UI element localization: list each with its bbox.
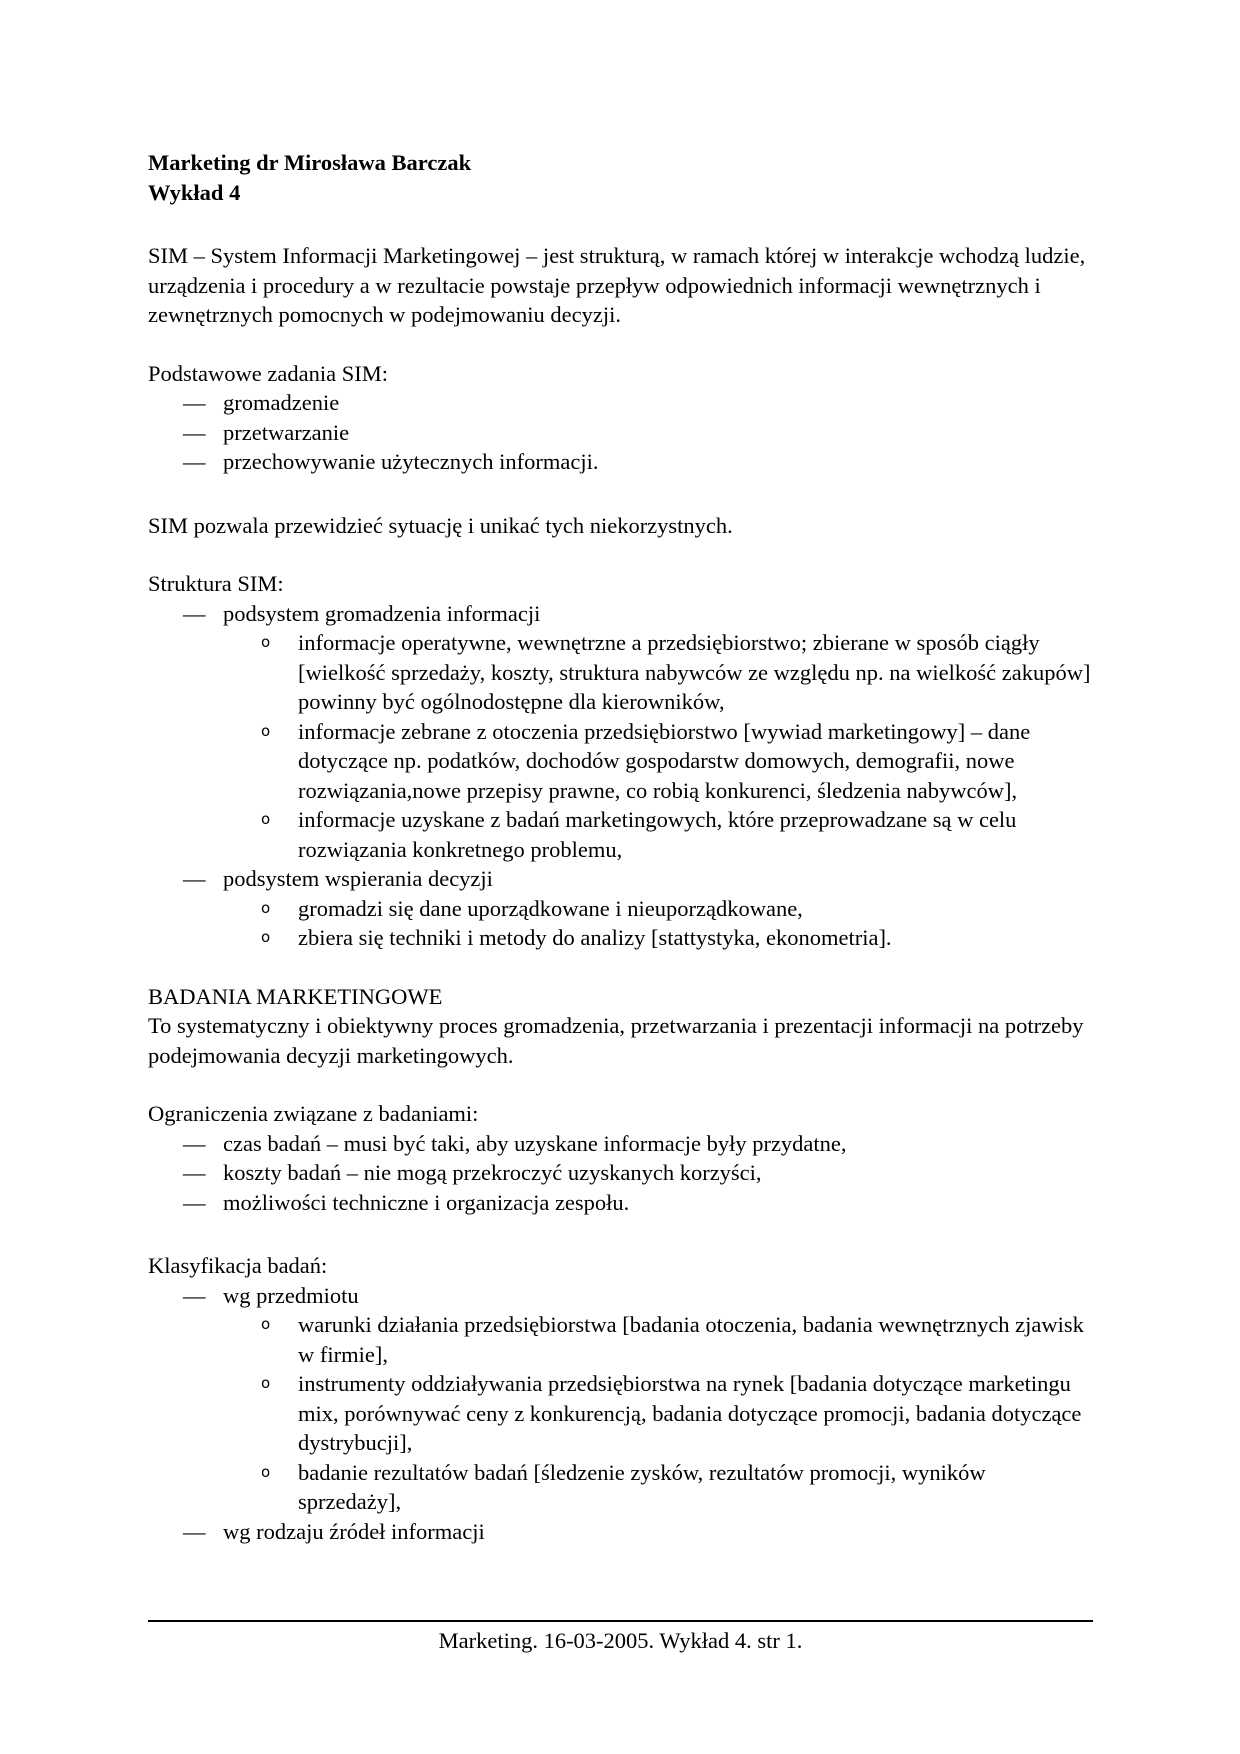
list-item: — wg rodzaju źródeł informacji xyxy=(148,1517,1093,1547)
document-title: Marketing dr Mirosława Barczak xyxy=(148,150,472,175)
dash-marker: — xyxy=(183,1518,206,1544)
classification-list xyxy=(148,1281,1093,1547)
circle-marker: o xyxy=(261,1374,271,1392)
page-footer: Marketing. 16-03-2005. Wykład 4. str 1. xyxy=(438,1628,803,1653)
dash-marker: — xyxy=(183,449,206,474)
list-item: — podsystem gromadzenia informacji o informacje operatywne, wewnętrzne a przedsiębiorstwo; zbierane w sposób ciągły [wielkość sprzedaży, koszty, struktura nabywców ze względu np. na wielkość zakupów] powinny być ogólnodostępne dla kierowników, o informacje zebrane z otoczenia przedsiębiorstwo [wywiad marketingowy] – dane dotyczące np. podatków, dochodów gospodarstw domowych, demografii, nowe rozwiązania,nowe przepisy prawne, co robią konkurenci, śledzenia nabywców], o informacje uzyskane z badań marketingowych, które przeprowadzane są w celu rozwiązania konkretnego problemu, xyxy=(148,599,1093,865)
list-item: — podsystem wspierania decyzji o gromadzi się dane uporządkowane i nieuporządkowane, o zbiera się techniki i metody do analizy [stattystyka, ekonometria]. xyxy=(148,864,1093,953)
dash-marker: — xyxy=(183,1130,206,1156)
sub-list-item: o badanie rezultatów badań [śledzenie zysków, rezultatów promocji, wyników sprzedaży], xyxy=(261,1459,986,1514)
sub-list xyxy=(223,1310,1093,1517)
list-item: — czas badań – musi być taki, aby uzyskane informacje były przydatne, xyxy=(148,1129,1093,1159)
circle-marker: o xyxy=(261,1315,271,1333)
tasks-list xyxy=(148,388,1093,477)
circle-marker: o xyxy=(261,1462,271,1481)
page-content xyxy=(148,148,1093,1546)
limits-list xyxy=(148,1129,1093,1218)
dash-marker: — xyxy=(183,1282,206,1308)
limits-heading: Ograniczenia związane z badaniami: xyxy=(148,1101,479,1126)
list-item: — przechowywanie użytecznych informacji. xyxy=(148,447,1093,477)
sub-list-item: o informacje operatywne, wewnętrzne a przedsiębiorstwo; zbierane w sposób ciągły [wielkość sprzedaży, koszty, struktura nabywców ze względu np. na wielkość zakupów] powinny być ogólnodostępne dla kierowników, xyxy=(261,630,1091,714)
circle-marker: o xyxy=(261,633,271,651)
dash-marker: — xyxy=(183,419,206,445)
lecture-number: Wykład 4 xyxy=(148,179,241,205)
footer-divider xyxy=(148,1620,1093,1622)
dash-marker: — xyxy=(183,866,206,891)
classification-heading: Klasyfikacja badań: xyxy=(148,1253,328,1278)
sub-list xyxy=(223,628,1093,864)
sub-list-item: o informacje uzyskane z badań marketingowych, które przeprowadzane są w celu rozwiązania konkretnego problemu, xyxy=(261,807,1017,862)
circle-marker: o xyxy=(261,810,271,828)
dash-marker: — xyxy=(183,390,206,415)
circle-marker: o xyxy=(261,721,271,740)
sub-list-item: o zbiera się techniki i metody do analizy [stattystyka, ekonometria]. xyxy=(148,923,1093,953)
dash-marker: — xyxy=(183,1160,206,1185)
list-item: — przetwarzanie xyxy=(148,418,1093,448)
sim-allows-paragraph: SIM pozwala przewidzieć sytuację i unikać tych niekorzystnych. xyxy=(148,512,733,538)
dash-marker: — xyxy=(183,600,206,626)
dash-marker: — xyxy=(183,1189,206,1215)
list-item: — możliwości techniczne i organizacja zespołu. xyxy=(148,1188,1093,1218)
research-heading: BADANIA MARKETINGOWE xyxy=(148,983,443,1009)
structure-list xyxy=(148,599,1093,953)
research-definition: To systematyczny i obiektywny proces gromadzenia, przetwarzania i prezentacji informacji na potrzeby podejmowania decyzji marketingowych. xyxy=(148,1013,1084,1068)
sub-list-item: o instrumenty oddziaływania przedsiębiorstwa na rynek [badania dotyczące marketingu mix, porównywać ceny z konkurencją, badania dotyczące promocji, badania dotyczące dystrybucji], xyxy=(261,1371,1082,1455)
structure-heading: Struktura SIM: xyxy=(148,571,284,596)
tasks-heading: Podstawowe zadania SIM: xyxy=(148,360,388,386)
list-item: — gromadzenie xyxy=(148,388,1093,418)
sub-list xyxy=(223,894,1093,953)
list-item: — koszty badań – nie mogą przekroczyć uzyskanych korzyści, xyxy=(148,1158,1093,1188)
sub-list-item: o gromadzi się dane uporządkowane i nieuporządkowane, xyxy=(148,894,1093,924)
circle-marker: o xyxy=(261,898,271,917)
sim-definition: SIM – System Informacji Marketingowej – jest strukturą, w ramach której w interakcje wchodzą ludzie, urządzenia i procedury a w rezultacie powstaje przepływ odpowiednich informacji wewnętrznych i zewnętrznych pomocnych w podejmowaniu decyzji. xyxy=(148,243,1086,327)
sub-list-item: o warunki działania przedsiębiorstwa [badania otoczenia, badania wewnętrznych zjawisk w firmie], xyxy=(261,1312,1084,1367)
circle-marker: o xyxy=(261,928,271,946)
list-item: — wg przedmiotu o warunki działania przedsiębiorstwa [badania otoczenia, badania wewnętrznych zjawisk w firmie], o instrumenty oddziaływania przedsiębiorstwa na rynek [badania dotyczące marketingu mix, porównywać ceny z konkurencją, badania dotyczące promocji, badania dotyczące dystrybucji], o badanie rezultatów badań [śledzenie zysków, rezultatów promocji, wyników sprzedaży], xyxy=(148,1281,1093,1517)
sub-list-item: o informacje zebrane z otoczenia przedsiębiorstwo [wywiad marketingowy] – dane dotyczące np. podatków, dochodów gospodarstw domowych, demografii, nowe rozwiązania,nowe przepisy prawne, co robią konkurenci, śledzenia nabywców], xyxy=(261,718,1031,803)
